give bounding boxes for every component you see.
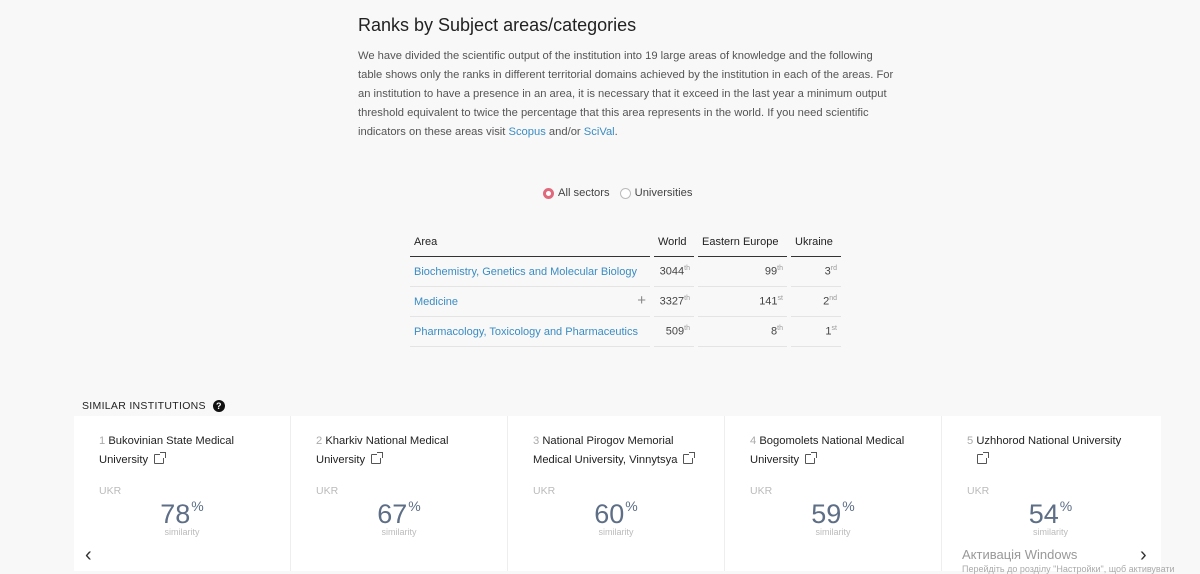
percent-sign: % xyxy=(191,498,204,514)
similarity-percent xyxy=(942,498,1159,530)
institution-name-text[interactable]: National Pirogov Memorial Medical University, Vinnytsya xyxy=(533,435,678,466)
table-row xyxy=(410,287,841,317)
percent-sign: % xyxy=(842,498,855,514)
table-header-row xyxy=(410,231,841,257)
similar-institutions-title xyxy=(82,400,225,412)
eastern-europe-rank xyxy=(698,317,787,347)
radio-selected-icon[interactable] xyxy=(543,188,554,199)
similarity-percent xyxy=(291,498,507,530)
world-rank xyxy=(654,287,694,317)
institution-card[interactable] xyxy=(291,416,508,571)
windows-activation-hint: Перейдіть до розділу "Настройки", щоб активувати xyxy=(962,564,1175,574)
institution-name[interactable] xyxy=(99,432,279,469)
institution-index: 3 xyxy=(533,435,540,447)
institution-country: UKR xyxy=(750,485,773,497)
rank-suffix: th xyxy=(684,295,690,303)
similarity-value: 59 xyxy=(811,499,842,529)
similarity-value: 54 xyxy=(1028,499,1059,529)
similarity-label: similarity xyxy=(815,527,851,537)
world-rank xyxy=(654,317,694,347)
similarity-value: 78 xyxy=(160,499,191,529)
description-text: We have divided the scientific output of the institution into 19 large areas of knowledge and the following table shows only the ranks in different territorial domains achieved by the institution in each of the areas. For an institution to have a presence in an area, it is necessary that it exceed in the last year a minimum output threshold equivalent to twice the percentage that this area represents in the world. If you need scientific indicators on these areas visit xyxy=(358,50,894,139)
rank-value: 141 xyxy=(759,295,778,308)
scopus-link[interactable]: Scopus xyxy=(508,126,546,139)
rank-value: 3 xyxy=(824,265,831,278)
similarity-label: similarity xyxy=(381,527,417,537)
universities-label[interactable]: Universities xyxy=(634,187,693,199)
header-world: World xyxy=(654,231,694,257)
area-link[interactable]: Biochemistry, Genetics and Molecular Biology xyxy=(410,257,650,287)
institution-country: UKR xyxy=(533,485,556,497)
rank-value: 2 xyxy=(823,295,830,308)
external-link-icon[interactable] xyxy=(683,454,693,464)
windows-activation-watermark: Активація Windows xyxy=(962,547,1078,562)
description-end: . xyxy=(614,126,618,139)
header-area: Area xyxy=(410,231,650,257)
institution-name[interactable] xyxy=(533,432,713,469)
section-description xyxy=(358,47,894,142)
description-and: and/or xyxy=(545,126,584,139)
universities-radio[interactable] xyxy=(620,187,693,199)
rank-value: 509 xyxy=(665,325,685,338)
eastern-europe-rank xyxy=(698,257,787,287)
all-sectors-radio[interactable] xyxy=(543,187,610,199)
similarity-label: similarity xyxy=(598,527,634,537)
institution-country: UKR xyxy=(316,485,339,497)
rank-suffix: th xyxy=(777,325,783,333)
rank-suffix: st xyxy=(831,325,837,333)
percent-sign: % xyxy=(625,498,638,514)
area-link-label[interactable]: Medicine xyxy=(414,295,459,308)
rank-value: 3044 xyxy=(659,265,685,278)
expand-plus-icon[interactable]: + xyxy=(637,292,646,309)
institution-name-text[interactable]: Bogomolets National Medical University xyxy=(750,435,905,466)
percent-sign: % xyxy=(1059,498,1073,514)
institution-index: 5 xyxy=(967,435,974,447)
rank-suffix: th xyxy=(684,265,690,273)
external-link-icon[interactable] xyxy=(977,454,987,464)
header-eastern-europe: Eastern Europe xyxy=(698,231,787,257)
area-link[interactable] xyxy=(410,287,650,317)
ukraine-rank xyxy=(791,287,841,317)
world-rank xyxy=(654,257,694,287)
rank-suffix: th xyxy=(777,265,783,273)
rank-suffix: rd xyxy=(830,265,837,273)
radio-unselected-icon[interactable] xyxy=(620,188,631,199)
institution-name[interactable] xyxy=(750,432,930,469)
institution-country: UKR xyxy=(967,485,990,497)
table-row xyxy=(410,257,841,287)
institution-name-text[interactable]: Bukovinian State Medical University xyxy=(99,435,234,466)
sector-filter xyxy=(543,187,702,199)
rank-value: 3327 xyxy=(659,295,685,308)
ukraine-rank xyxy=(791,257,841,287)
carousel-next-icon[interactable]: › xyxy=(1140,544,1147,566)
header-ukraine: Ukraine xyxy=(791,231,841,257)
similarity-label: similarity xyxy=(164,527,200,537)
institution-name-text[interactable]: Uzhhorod National University xyxy=(976,435,1122,447)
similarity-label: similarity xyxy=(1033,527,1068,537)
rank-suffix: th xyxy=(684,325,690,333)
institution-name-text[interactable]: Kharkiv National Medical University xyxy=(316,435,449,466)
similar-title-text: SIMILAR INSTITUTIONS xyxy=(82,400,206,412)
rank-suffix: nd xyxy=(829,295,837,303)
ranks-table xyxy=(406,231,845,347)
section-heading: Ranks by Subject areas/categories xyxy=(358,15,637,35)
similarity-value: 67 xyxy=(377,499,408,529)
all-sectors-label[interactable]: All sectors xyxy=(558,187,610,199)
similarity-percent xyxy=(508,498,724,530)
rank-value: 8 xyxy=(771,325,778,338)
percent-sign: % xyxy=(408,498,421,514)
institution-index: 1 xyxy=(99,435,106,447)
similarity-percent xyxy=(725,498,941,530)
institution-index: 4 xyxy=(750,435,757,447)
similarity-value: 60 xyxy=(594,499,625,529)
table-row xyxy=(410,317,841,347)
help-icon[interactable]: ? xyxy=(213,400,225,412)
external-link-icon[interactable] xyxy=(371,454,381,464)
institution-name[interactable] xyxy=(967,432,1147,469)
area-link[interactable]: Pharmacology, Toxicology and Pharmaceutics xyxy=(410,317,650,347)
scival-link[interactable]: SciVal xyxy=(583,126,615,139)
eastern-europe-rank xyxy=(698,287,787,317)
rank-value: 1 xyxy=(825,325,832,338)
institution-name[interactable] xyxy=(316,432,496,469)
external-link-icon[interactable] xyxy=(154,454,164,464)
similarity-percent xyxy=(74,498,290,530)
rank-value: 99 xyxy=(764,265,778,278)
institution-card[interactable] xyxy=(725,416,942,571)
rank-suffix: st xyxy=(777,295,783,303)
institution-card[interactable] xyxy=(74,416,291,571)
institution-card[interactable] xyxy=(508,416,725,571)
ukraine-rank xyxy=(791,317,841,347)
institution-index: 2 xyxy=(316,435,323,447)
carousel-prev-icon[interactable]: ‹ xyxy=(85,544,92,566)
external-link-icon[interactable] xyxy=(805,454,815,464)
institution-country: UKR xyxy=(99,485,122,497)
